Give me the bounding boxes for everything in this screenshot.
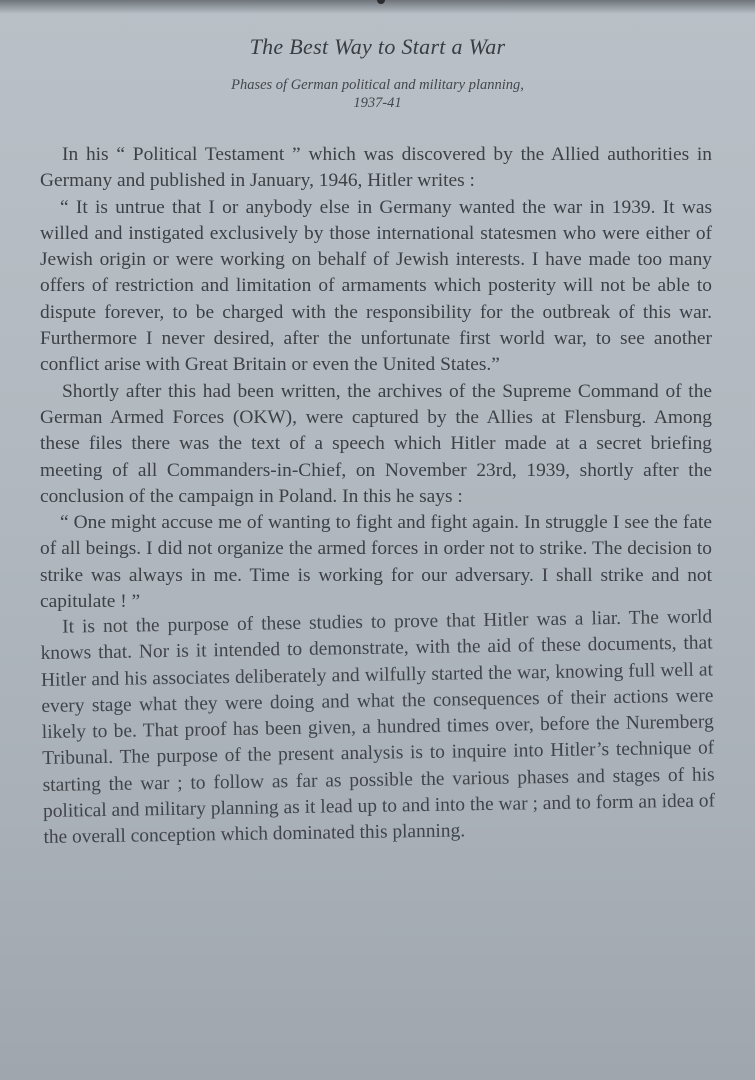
chapter-subtitle [0, 76, 755, 112]
subtitle-line-2: 1937-41 [353, 95, 402, 111]
quote-speech: “ One might accuse me of wanting to fight and fight again. In struggle I see the fate of all beings. I did not organize the armed forces in order not to strike. The decision to strike was always in me. Time is working for our adversary. I shall strike and not capitulate ! ” [40, 512, 712, 613]
chapter-title: The Best Way to Start a War [249, 34, 506, 59]
quote-political-testament: “ It is untrue that I or anybody else in Germany wanted the war in 1939. It was willed and instigated exclusively by those international statesmen who were either of Jewish origin or were working on behalf of Jewish interests. I have made too many offers of restriction and limitation of armaments which posterity will not be able to dispute forever, to be charged with the responsibility for the outbreak of this war. Furthermore I never desired, after the unfortunate first world war, to see another conflict arise with Great Britain or even the United States.” [40, 196, 712, 376]
body-text [40, 142, 716, 852]
subtitle-line-1: Phases of German political and military planning, [231, 77, 524, 93]
paragraph-flensburg: Shortly after this had been written, the archives of the Supreme Command of the German Armed Forces (OKW), were captured by the Allies at Flensburg. Among these files there was the text of a speech which Hitler made at a secret briefing meeting of all Commanders-in-Chief, on November 23rd, 1939, shortly after the conclusion of the campaign in Poland. In this he says : [40, 380, 712, 507]
paragraph-intro: In his “ Political Testament ” which was discovered by the Allied authorities in Germany and published in January, 1946, Hitler writes : [40, 144, 712, 192]
paragraph-purpose: It is not the purpose of these studies to prove that Hitler was a liar. The world knows that. Nor is it intended to demonstrate, with the aid of these documents, that Hitler and his associates deliberately and wilfully started the war, knowing full well at every stage what they were doing and what the consequences of their actions were likely to be. That proof has been given, a hundred times over, before the Nuremberg Tribunal. The purpose of the present analysis is to inquire into Hitler’s technique of starting the war ; to follow as far as possible the various phases and stages of his political and military planning as it lead up to and into the war ; and to form an idea of the overall conception which dominated this planning. [40, 606, 716, 849]
